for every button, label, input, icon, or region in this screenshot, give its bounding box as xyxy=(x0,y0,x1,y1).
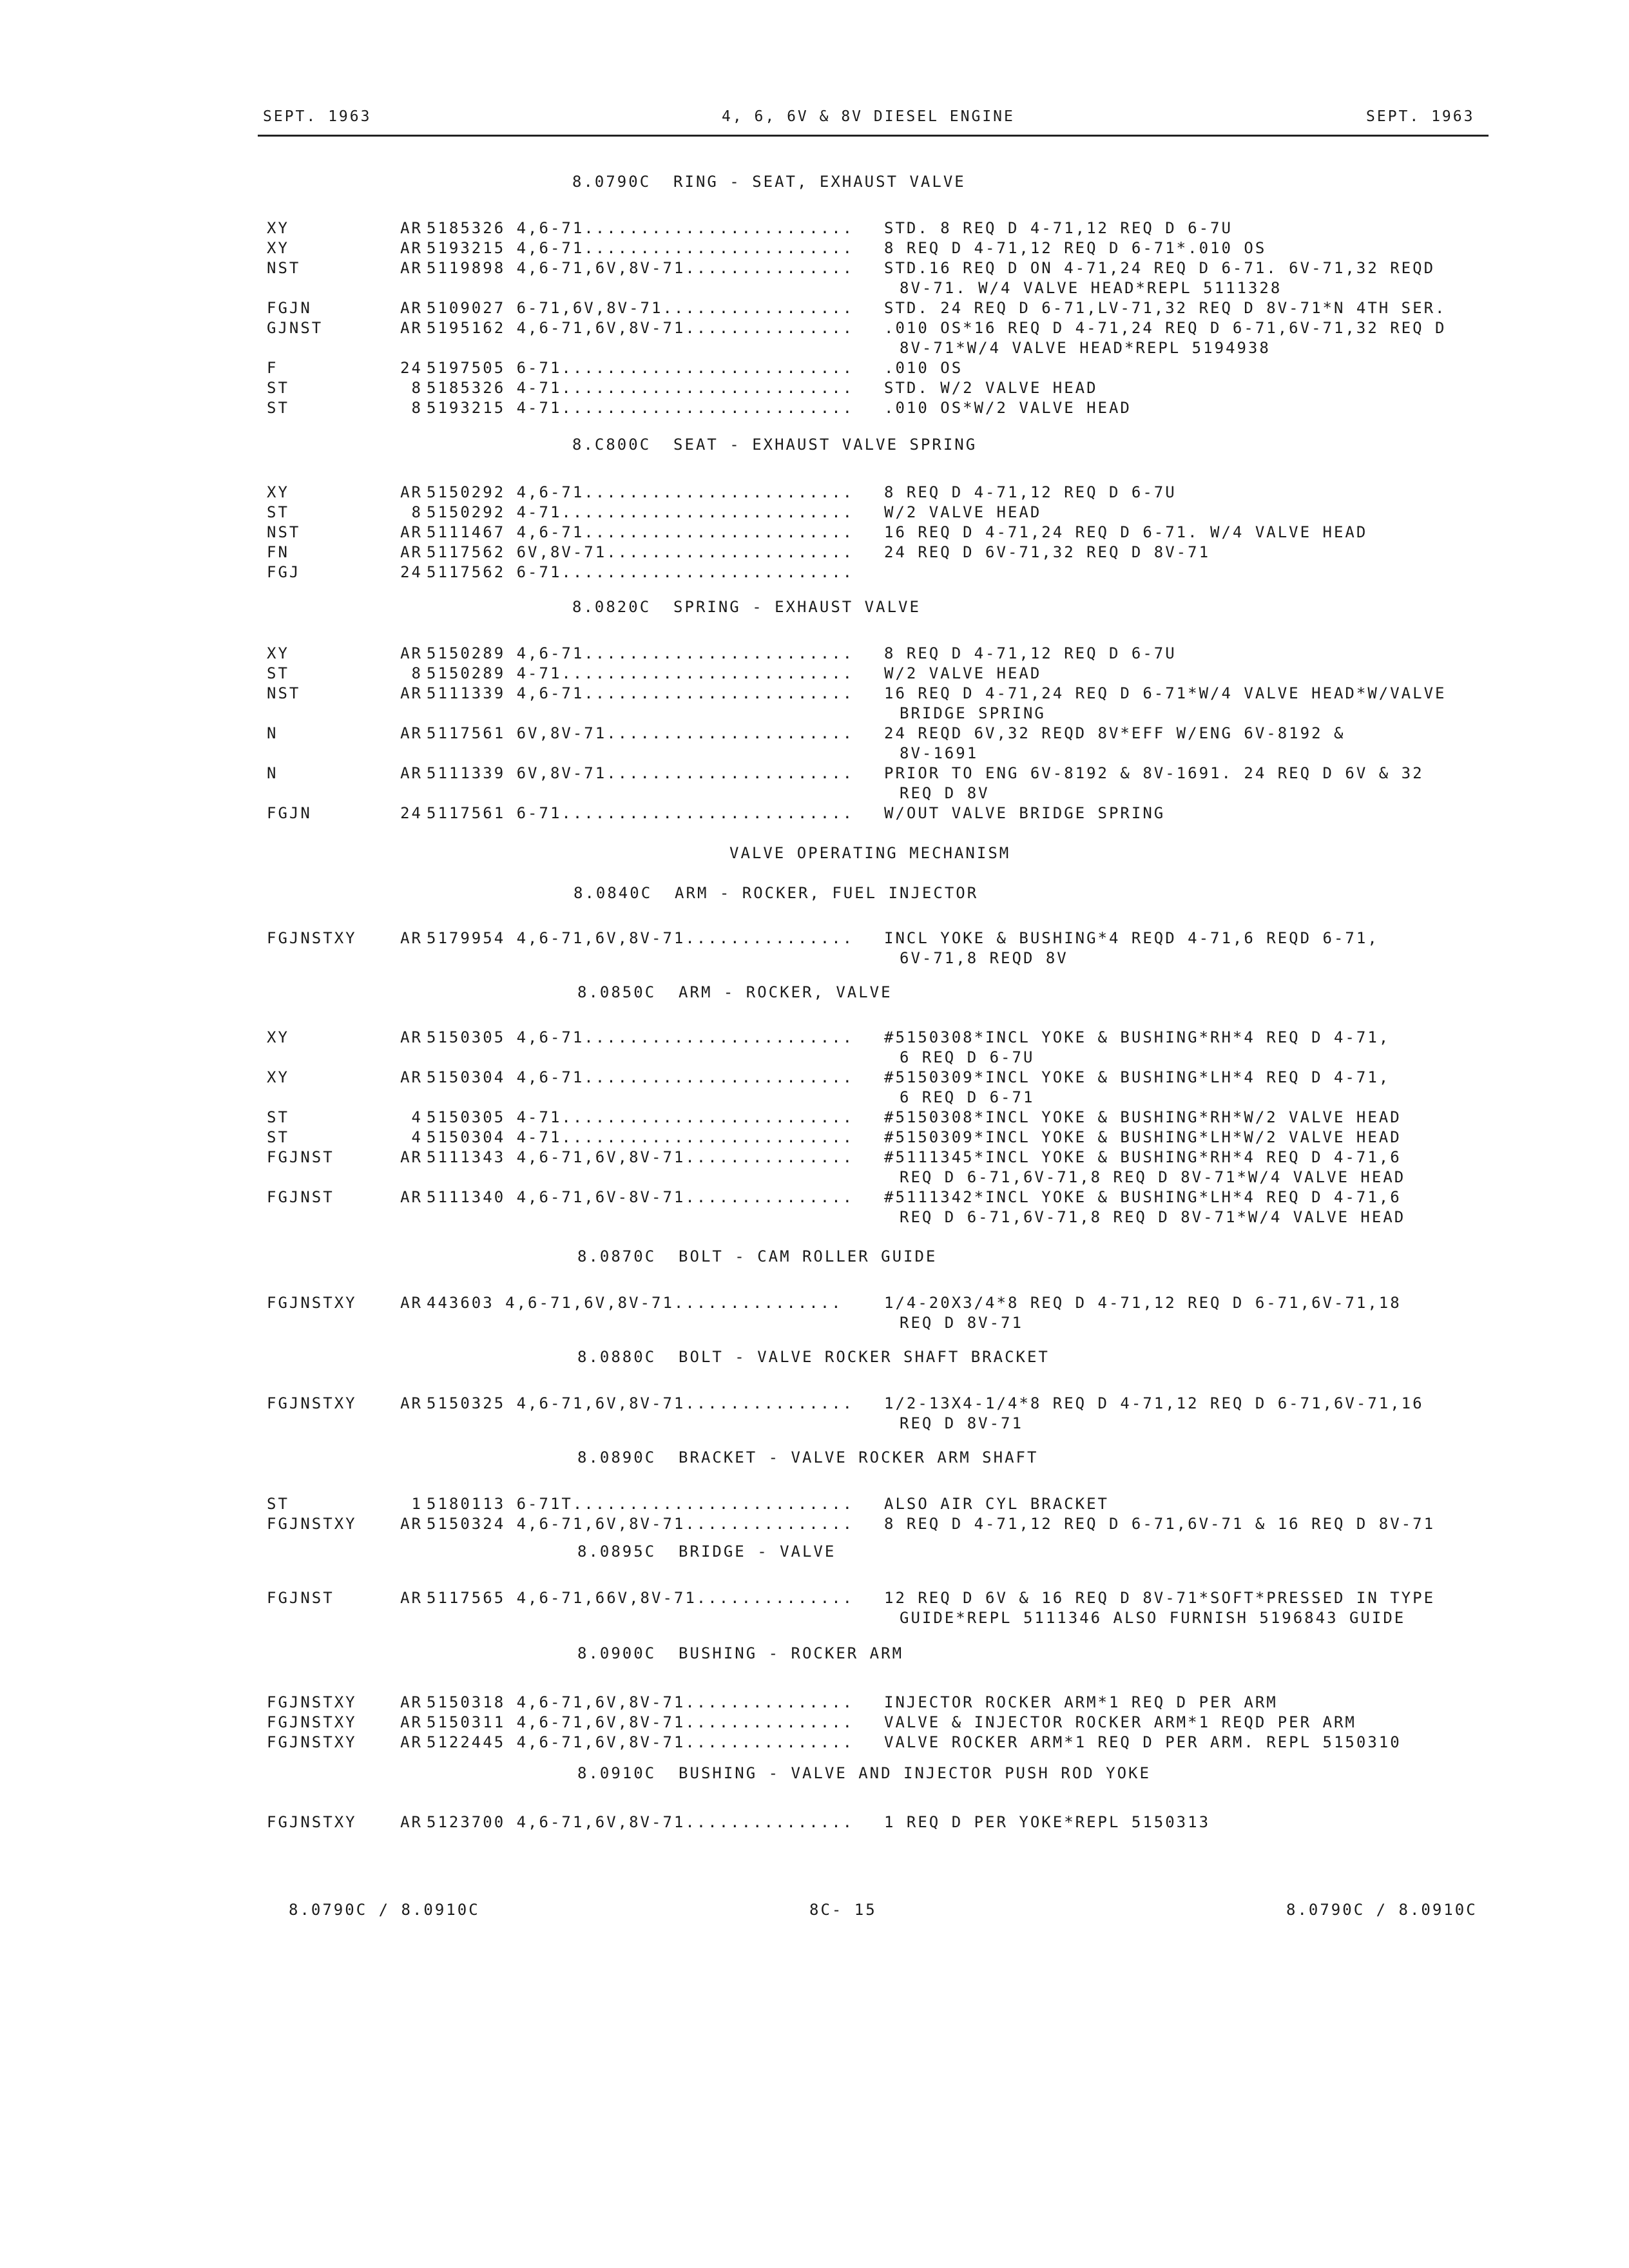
engine-usage: 4,6-71,6V,8V-71............... xyxy=(516,1693,854,1711)
parts-row xyxy=(0,482,1629,502)
parts-row xyxy=(0,1712,1629,1732)
remark-line: #5150308*INCL YOKE & BUSHING*RH*W/2 VALVE HEAD xyxy=(884,1108,1402,1126)
part-number: 5193215 xyxy=(427,399,506,417)
parts-row xyxy=(0,502,1629,522)
remark-line: 16 REQ D 4-71,24 REQ D 6-71*W/4 VALVE HEAD*W/VALVE xyxy=(884,684,1447,702)
engine-usage: 4-71.......................... xyxy=(516,379,854,397)
quantity: 1 xyxy=(411,1495,423,1513)
parts-row xyxy=(0,1027,1629,1067)
part-number: 5109027 xyxy=(427,299,506,317)
section-title: 8.C800C SEAT - EXHAUST VALVE SPRING xyxy=(572,436,978,454)
quantity: AR xyxy=(400,644,423,662)
remark-line: 16 REQ D 4-71,24 REQ D 6-71. W/4 VALVE HEAD xyxy=(884,523,1368,541)
quantity: 8 xyxy=(411,664,423,682)
remark-line: REQ D 8V-71 xyxy=(900,1314,1023,1332)
model-codes: NST xyxy=(267,684,301,702)
quantity: 4 xyxy=(411,1128,423,1146)
model-codes: XY xyxy=(267,483,289,501)
parts-row xyxy=(0,1127,1629,1147)
part-number-and-usage xyxy=(427,318,854,338)
part-number-and-usage xyxy=(427,378,854,398)
part-number: 5197505 xyxy=(427,359,506,377)
parts-row xyxy=(0,298,1629,318)
part-number: 5150318 xyxy=(427,1693,506,1711)
model-codes: NST xyxy=(267,523,301,541)
part-number: 5193215 xyxy=(427,239,506,257)
part-number-and-usage xyxy=(427,1692,854,1713)
engine-usage: 4,6-71,6V,8V-71............... xyxy=(516,259,854,277)
model-codes: FGJNSTXY xyxy=(267,1394,357,1412)
quantity: AR xyxy=(400,929,423,947)
model-codes: FGJNSTXY xyxy=(267,929,357,947)
remark-line: 6V-71,8 REQD 8V xyxy=(900,949,1068,967)
parts-row xyxy=(0,378,1629,398)
part-number-and-usage xyxy=(427,1293,843,1313)
part-number-and-usage xyxy=(427,522,854,543)
parts-row xyxy=(0,1514,1629,1533)
part-number: 5123700 xyxy=(427,1813,506,1831)
quantity: 24 xyxy=(400,563,423,581)
part-number: 5111339 xyxy=(427,764,506,782)
part-number: 5179954 xyxy=(427,929,506,947)
parts-row xyxy=(0,643,1629,663)
header-date-left: SEPT. 1963 xyxy=(263,108,372,125)
section-title: VALVE OPERATING MECHANISM xyxy=(729,844,1011,862)
part-number-and-usage xyxy=(427,1107,854,1128)
part-number-and-usage xyxy=(427,238,854,258)
remark-line: REQ D 8V xyxy=(900,784,990,802)
part-number-and-usage xyxy=(427,723,854,744)
section-title: 8.0890C BRACKET - VALVE ROCKER ARM SHAFT xyxy=(577,1448,1039,1466)
section-title: 8.0910C BUSHING - VALVE AND INJECTOR PUSH ROD YOKE xyxy=(577,1764,1151,1782)
part-number-and-usage xyxy=(427,928,854,948)
part-number-and-usage xyxy=(427,763,854,783)
remark-line: #5111342*INCL YOKE & BUSHING*LH*4 REQ D 4-71,6 xyxy=(884,1188,1402,1206)
engine-usage: 4-71.......................... xyxy=(516,503,854,521)
remark-line: 8 REQ D 4-71,12 REQ D 6-71*.010 OS xyxy=(884,239,1267,257)
part-number: 5150311 xyxy=(427,1713,506,1731)
remark-line: STD.16 REQ D ON 4-71,24 REQ D 6-71. 6V-71,32 REQD xyxy=(884,259,1436,277)
part-number: 443603 xyxy=(427,1294,494,1312)
remark-line: INJECTOR ROCKER ARM*1 REQ D PER ARM xyxy=(884,1693,1278,1711)
remark-line: 8V-71. W/4 VALVE HEAD*REPL 5111328 xyxy=(900,279,1282,297)
quantity: AR xyxy=(400,543,423,561)
model-codes: ST xyxy=(267,1108,289,1126)
model-codes: XY xyxy=(267,239,289,257)
quantity: AR xyxy=(400,1148,423,1166)
model-codes: FGJNST xyxy=(267,1148,334,1166)
remark-line: .010 OS xyxy=(884,359,963,377)
part-number-and-usage xyxy=(427,1588,854,1608)
model-codes: FGJNSTXY xyxy=(267,1813,357,1831)
remark-line: GUIDE*REPL 5111346 ALSO FURNISH 5196843 GUIDE xyxy=(900,1609,1406,1627)
parts-row xyxy=(0,683,1629,723)
parts-row xyxy=(0,1692,1629,1712)
remark-line: STD. W/2 VALVE HEAD xyxy=(884,379,1098,397)
quantity: AR xyxy=(400,1515,423,1533)
part-number-and-usage xyxy=(427,358,854,378)
engine-usage: 4,6-71........................ xyxy=(516,1028,854,1046)
remark-line: VALVE ROCKER ARM*1 REQ D PER ARM. REPL 5150310 xyxy=(884,1733,1402,1751)
quantity: AR xyxy=(400,764,423,782)
section-title: 8.0840C ARM - ROCKER, FUEL INJECTOR xyxy=(574,884,979,902)
part-number-and-usage xyxy=(427,1712,854,1733)
quantity: AR xyxy=(400,1294,423,1312)
engine-usage: 4-71.......................... xyxy=(516,399,854,417)
quantity: 8 xyxy=(411,379,423,397)
part-number-and-usage xyxy=(427,1027,854,1048)
engine-usage: 4,6-71,6V,8V-71............... xyxy=(516,1733,854,1751)
part-number: 5117565 xyxy=(427,1589,506,1607)
parts-row xyxy=(0,398,1629,418)
model-codes: FGJNSTXY xyxy=(267,1515,357,1533)
engine-usage: 4,6-71,66V,8V-71.............. xyxy=(516,1589,854,1607)
part-number-and-usage xyxy=(427,298,854,318)
engine-usage: 4,6-71........................ xyxy=(516,1068,854,1086)
model-codes: FN xyxy=(267,543,289,561)
quantity: AR xyxy=(400,219,423,237)
part-number: 5180113 xyxy=(427,1495,506,1513)
part-number: 5150305 xyxy=(427,1108,506,1126)
remark-line: 1/4-20X3/4*8 REQ D 4-71,12 REQ D 6-71,6V-71,18 xyxy=(884,1294,1402,1312)
part-number-and-usage xyxy=(427,1187,854,1207)
remark-line: STD. 8 REQ D 4-71,12 REQ D 6-7U xyxy=(884,219,1233,237)
parts-row xyxy=(0,1812,1629,1832)
part-number-and-usage xyxy=(427,1494,854,1514)
part-number-and-usage xyxy=(427,502,854,523)
quantity: AR xyxy=(400,523,423,541)
engine-usage: 6-71T......................... xyxy=(516,1495,854,1513)
quantity: AR xyxy=(400,483,423,501)
model-codes: GJNST xyxy=(267,319,323,337)
part-number: 5150289 xyxy=(427,644,506,662)
model-codes: FGJN xyxy=(267,804,312,822)
part-number: 5119898 xyxy=(427,259,506,277)
parts-row xyxy=(0,1147,1629,1187)
remark-line: ALSO AIR CYL BRACKET xyxy=(884,1495,1109,1513)
parts-row xyxy=(0,1393,1629,1433)
part-number: 5150292 xyxy=(427,483,506,501)
engine-usage: 4,6-71,6V,8V-71............... xyxy=(516,1813,854,1831)
remark-line: VALVE & INJECTOR ROCKER ARM*1 REQD PER ARM xyxy=(884,1713,1356,1731)
part-number: 5117562 xyxy=(427,543,506,561)
model-codes: XY xyxy=(267,1028,289,1046)
remark-line: REQ D 6-71,6V-71,8 REQ D 8V-71*W/4 VALVE HEAD xyxy=(900,1168,1406,1186)
part-number-and-usage xyxy=(427,663,854,684)
model-codes: XY xyxy=(267,219,289,237)
quantity: AR xyxy=(400,1188,423,1206)
quantity: AR xyxy=(400,1733,423,1751)
remark-line: .010 OS*16 REQ D 4-71,24 REQ D 6-71,6V-71,32 REQ D xyxy=(884,319,1447,337)
parts-row xyxy=(0,522,1629,542)
quantity: AR xyxy=(400,724,423,742)
remark-line: REQ D 8V-71 xyxy=(900,1414,1023,1432)
remark-line: 1 REQ D PER YOKE*REPL 5150313 xyxy=(884,1813,1211,1831)
remark-line: BRIDGE SPRING xyxy=(900,704,1046,722)
engine-usage: 6-71.......................... xyxy=(516,359,854,377)
model-codes: XY xyxy=(267,644,289,662)
quantity: AR xyxy=(400,1713,423,1731)
parts-row xyxy=(0,258,1629,298)
part-number: 5150305 xyxy=(427,1028,506,1046)
part-number: 5195162 xyxy=(427,319,506,337)
model-codes: XY xyxy=(267,1068,289,1086)
remark-line: #5150308*INCL YOKE & BUSHING*RH*4 REQ D 4-71, xyxy=(884,1028,1391,1046)
part-number: 5150304 xyxy=(427,1068,506,1086)
parts-row xyxy=(0,928,1629,968)
model-codes: ST xyxy=(267,399,289,417)
quantity: AR xyxy=(400,299,423,317)
engine-usage: 4-71.......................... xyxy=(516,1108,854,1126)
parts-row xyxy=(0,1732,1629,1752)
section-title: 8.0895C BRIDGE - VALVE xyxy=(577,1542,836,1561)
part-number-and-usage xyxy=(427,803,854,823)
engine-usage: 4,6-71,6V,8V-71............... xyxy=(516,929,854,947)
part-number: 5117562 xyxy=(427,563,506,581)
engine-usage: 4,6-71,6V,8V-71............... xyxy=(516,1515,854,1533)
remark-line: 8 REQ D 4-71,12 REQ D 6-7U xyxy=(884,483,1177,501)
part-number-and-usage xyxy=(427,1067,854,1088)
header-title: 4, 6, 6V & 8V DIESEL ENGINE xyxy=(722,108,1015,125)
section-title: 8.0870C BOLT - CAM ROLLER GUIDE xyxy=(577,1247,938,1265)
remark-line: 1/2-13X4-1/4*8 REQ D 4-71,12 REQ D 6-71,6V-71,16 xyxy=(884,1394,1424,1412)
part-number-and-usage xyxy=(427,1147,854,1168)
model-codes: NST xyxy=(267,259,301,277)
model-codes: FGJNST xyxy=(267,1188,334,1206)
engine-usage: 4,6-71,6V,8V-71............... xyxy=(516,1148,854,1166)
header-rule xyxy=(258,135,1489,137)
part-number: 5150292 xyxy=(427,503,506,521)
section-title: 8.0820C SPRING - EXHAUST VALVE xyxy=(572,598,921,616)
parts-row xyxy=(0,358,1629,378)
remark-line: 8 REQ D 4-71,12 REQ D 6-71,6V-71 & 16 REQ D 8V-71 xyxy=(884,1515,1436,1533)
part-number: 5111340 xyxy=(427,1188,506,1206)
part-number: 5150325 xyxy=(427,1394,506,1412)
model-codes: ST xyxy=(267,379,289,397)
remark-line: 12 REQ D 6V & 16 REQ D 8V-71*SOFT*PRESSED IN TYPE xyxy=(884,1589,1436,1607)
part-number: 5150289 xyxy=(427,664,506,682)
engine-usage: 4,6-71,6V,8V-71............... xyxy=(516,319,854,337)
engine-usage: 4,6-71........................ xyxy=(516,523,854,541)
section-title: 8.0850C ARM - ROCKER, VALVE xyxy=(577,983,892,1001)
section-title: 8.0790C RING - SEAT, EXHAUST VALVE xyxy=(572,173,966,191)
part-number-and-usage xyxy=(427,218,854,238)
remark-line: #5150309*INCL YOKE & BUSHING*LH*W/2 VALVE HEAD xyxy=(884,1128,1402,1146)
part-number-and-usage xyxy=(427,398,854,418)
model-codes: N xyxy=(267,764,278,782)
quantity: 24 xyxy=(400,359,423,377)
part-number: 5150304 xyxy=(427,1128,506,1146)
parts-row xyxy=(0,1187,1629,1227)
quantity: AR xyxy=(400,239,423,257)
remark-line: W/2 VALVE HEAD xyxy=(884,503,1042,521)
remark-line: W/OUT VALVE BRIDGE SPRING xyxy=(884,804,1166,822)
part-number-and-usage xyxy=(427,1127,854,1148)
remark-line: W/2 VALVE HEAD xyxy=(884,664,1042,682)
engine-usage: 4,6-71,6V,8V-71............... xyxy=(505,1294,843,1312)
model-codes: ST xyxy=(267,1128,289,1146)
quantity: 4 xyxy=(411,1108,423,1126)
remark-line: 6 REQ D 6-7U xyxy=(900,1048,1035,1066)
parts-row xyxy=(0,803,1629,823)
part-number: 5185326 xyxy=(427,219,506,237)
part-number-and-usage xyxy=(427,562,854,582)
parts-row xyxy=(0,1494,1629,1514)
quantity: AR xyxy=(400,1813,423,1831)
part-number: 5185326 xyxy=(427,379,506,397)
part-number-and-usage xyxy=(427,683,854,704)
model-codes: N xyxy=(267,724,278,742)
engine-usage: 4-71.......................... xyxy=(516,664,854,682)
model-codes: FGJNSTXY xyxy=(267,1294,357,1312)
engine-usage: 6V,8V-71...................... xyxy=(516,724,854,742)
model-codes: FGJNSTXY xyxy=(267,1733,357,1751)
model-codes: FGJNSTXY xyxy=(267,1713,357,1731)
parts-row xyxy=(0,562,1629,582)
model-codes: ST xyxy=(267,503,289,521)
engine-usage: 6-71.......................... xyxy=(516,804,854,822)
engine-usage: 4-71.......................... xyxy=(516,1128,854,1146)
engine-usage: 4,6-71,6V-8V-71............... xyxy=(516,1188,854,1206)
part-number: 5111343 xyxy=(427,1148,506,1166)
parts-row xyxy=(0,318,1629,358)
part-number: 5122445 xyxy=(427,1733,506,1751)
remark-line: INCL YOKE & BUSHING*4 REQD 4-71,6 REQD 6-71, xyxy=(884,929,1379,947)
remark-line: 8 REQ D 4-71,12 REQ D 6-7U xyxy=(884,644,1177,662)
model-codes: FGJ xyxy=(267,563,301,581)
remark-line: 24 REQD 6V,32 REQD 8V*EFF W/ENG 6V-8192 & xyxy=(884,724,1345,742)
part-number: 5117561 xyxy=(427,804,506,822)
part-number-and-usage xyxy=(427,643,854,664)
quantity: 8 xyxy=(411,503,423,521)
engine-usage: 4,6-71........................ xyxy=(516,684,854,702)
part-number-and-usage xyxy=(427,542,854,562)
quantity: AR xyxy=(400,684,423,702)
part-number: 5111467 xyxy=(427,523,506,541)
engine-usage: 6V,8V-71...................... xyxy=(516,764,854,782)
parts-row xyxy=(0,663,1629,683)
quantity: AR xyxy=(400,1028,423,1046)
footer-page-number: 8C- 15 xyxy=(809,1901,877,1919)
section-title: 8.0900C BUSHING - ROCKER ARM xyxy=(577,1644,904,1662)
model-codes: FGJN xyxy=(267,299,312,317)
parts-row xyxy=(0,1293,1629,1332)
remark-line: #5111345*INCL YOKE & BUSHING*RH*4 REQ D 4-71,6 xyxy=(884,1148,1402,1166)
quantity: AR xyxy=(400,1693,423,1711)
remark-line: #5150309*INCL YOKE & BUSHING*LH*4 REQ D 4-71, xyxy=(884,1068,1391,1086)
parts-row xyxy=(0,218,1629,238)
model-codes: FGJNST xyxy=(267,1589,334,1607)
engine-usage: 4,6-71,6V,8V-71............... xyxy=(516,1394,854,1412)
quantity: AR xyxy=(400,319,423,337)
remark-line: PRIOR TO ENG 6V-8192 & 8V-1691. 24 REQ D 6V & 32 xyxy=(884,764,1424,782)
quantity: AR xyxy=(400,259,423,277)
remark-line: 24 REQ D 6V-71,32 REQ D 8V-71 xyxy=(884,543,1211,561)
part-number-and-usage xyxy=(427,1812,854,1832)
part-number-and-usage xyxy=(427,1732,854,1753)
remark-line: REQ D 6-71,6V-71,8 REQ D 8V-71*W/4 VALVE HEAD xyxy=(900,1208,1406,1226)
parts-row xyxy=(0,723,1629,763)
engine-usage: 4,6-71........................ xyxy=(516,483,854,501)
part-number: 5111339 xyxy=(427,684,506,702)
part-number: 5117561 xyxy=(427,724,506,742)
part-number-and-usage xyxy=(427,1393,854,1414)
engine-usage: 4,6-71........................ xyxy=(516,239,854,257)
model-codes: F xyxy=(267,359,278,377)
parts-row xyxy=(0,1107,1629,1127)
quantity: AR xyxy=(400,1394,423,1412)
remark-line: .010 OS*W/2 VALVE HEAD xyxy=(884,399,1132,417)
part-number: 5150324 xyxy=(427,1515,506,1533)
quantity: AR xyxy=(400,1589,423,1607)
quantity: AR xyxy=(400,1068,423,1086)
quantity: 24 xyxy=(400,804,423,822)
parts-row xyxy=(0,238,1629,258)
section-title: 8.0880C BOLT - VALVE ROCKER SHAFT BRACKET xyxy=(577,1348,1050,1366)
engine-usage: 4,6-71........................ xyxy=(516,644,854,662)
part-number-and-usage xyxy=(427,258,854,278)
footer-range-right: 8.0790C / 8.0910C xyxy=(1286,1901,1478,1919)
header-date-right: SEPT. 1963 xyxy=(1366,108,1475,125)
part-number-and-usage xyxy=(427,482,854,503)
engine-usage: 6-71,6V,8V-71................. xyxy=(516,299,854,317)
part-number-and-usage xyxy=(427,1514,854,1534)
parts-row xyxy=(0,1588,1629,1628)
quantity: 8 xyxy=(411,399,423,417)
model-codes: ST xyxy=(267,664,289,682)
engine-usage: 6-71.......................... xyxy=(516,563,854,581)
remark-line: STD. 24 REQ D 6-71,LV-71,32 REQ D 8V-71*N 4TH SER. xyxy=(884,299,1447,317)
parts-row xyxy=(0,542,1629,562)
footer-range-left: 8.0790C / 8.0910C xyxy=(289,1901,480,1919)
engine-usage: 4,6-71........................ xyxy=(516,219,854,237)
model-codes: ST xyxy=(267,1495,289,1513)
remark-line: 8V-71*W/4 VALVE HEAD*REPL 5194938 xyxy=(900,339,1271,357)
parts-row xyxy=(0,1067,1629,1107)
remark-line: 8V-1691 xyxy=(900,744,979,762)
engine-usage: 6V,8V-71...................... xyxy=(516,543,854,561)
engine-usage: 4,6-71,6V,8V-71............... xyxy=(516,1713,854,1731)
parts-row xyxy=(0,763,1629,803)
model-codes: FGJNSTXY xyxy=(267,1693,357,1711)
remark-line: 6 REQ D 6-71 xyxy=(900,1088,1035,1106)
